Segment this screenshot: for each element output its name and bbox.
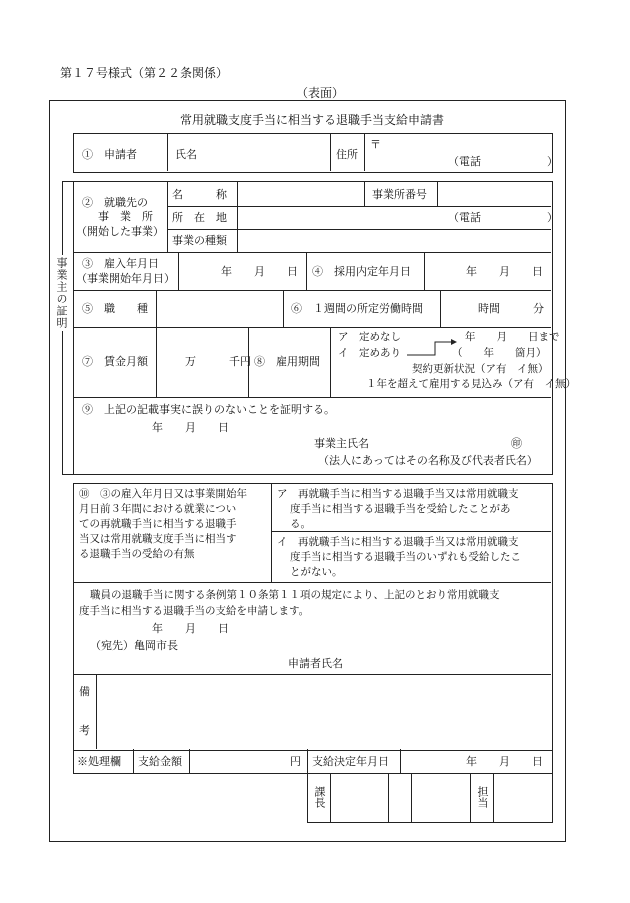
employment-period-label: ⑧ 雇用期間 (254, 355, 320, 368)
application-date[interactable]: 年 月 日 (152, 622, 229, 635)
workplace-location-label: 所 在 地 (172, 211, 227, 224)
office-number-field[interactable] (439, 183, 549, 204)
over-year-prospect[interactable]: １年を超えて雇用する見込み（ア有 イ無） (366, 378, 576, 390)
owner-name-label: 事業主氏名 (314, 437, 369, 450)
amount-field[interactable] (191, 751, 286, 771)
applicant-address-field[interactable] (385, 135, 545, 151)
application-text-2: 度手当に相当する退職手当の支給を申請します。 (79, 605, 310, 617)
form-number: 第１７号様式（第２２条関係） (60, 66, 229, 80)
hire-date-label-2: （事業開始年月日） (76, 272, 175, 285)
decision-date-value[interactable]: 年 月 日 (466, 755, 543, 768)
employer-cert-label: 事業主の証明 (55, 257, 68, 329)
receipt-label-4: 当又は常用就職支度手当に相当す (79, 533, 237, 545)
staff-stamp-box[interactable] (495, 775, 549, 820)
remarks-label-2: 考 (79, 724, 90, 737)
chief-stamp-box[interactable] (332, 775, 386, 820)
workplace-phone: （電話 ） (448, 211, 558, 224)
application-text-1: 職員の退職手当に関する条例第１０条第１１項の規定により、上記のとおり常用就職支 (90, 589, 500, 601)
applicant-address-label: 住所 (336, 148, 358, 161)
workplace-location-field[interactable] (239, 208, 439, 227)
staff-label: 担当 (476, 786, 489, 808)
remarks-field[interactable] (98, 676, 549, 747)
processing-label: ※処理欄 (77, 755, 121, 768)
receipt-label-5: る退職手当の受給の有無 (79, 548, 195, 560)
postal-mark: 〒 (370, 138, 381, 151)
period-end-date: 年 月 日まで (465, 331, 560, 343)
applicant-phone: （電話 ） (448, 155, 558, 168)
amount-label: 支給金額 (138, 755, 182, 768)
offer-date-value[interactable]: 年 月 日 (466, 265, 543, 278)
workplace-label-2: 事 業 所 (98, 210, 153, 223)
period-option-i[interactable]: イ 定めあり (338, 347, 401, 359)
workplace-label-1: ② 就職先の (82, 196, 148, 209)
side-label: （表面） (296, 86, 345, 100)
offer-date-label: ④ 採用内定年月日 (312, 265, 411, 278)
receipt-label-3: ての再就職手当に相当する退職手 (79, 518, 237, 530)
job-type-field[interactable] (158, 292, 281, 325)
receipt-label-2: 月日前３年間における就業につい (79, 503, 237, 515)
period-option-a[interactable]: ア 定めなし (338, 331, 401, 343)
wage-value[interactable]: 万 千円 (185, 355, 251, 368)
period-months: （ 年 箇月） (452, 347, 547, 359)
weekly-hours-label: ⑥ １週間の所定労働時間 (291, 302, 423, 315)
form-title: 常用就職支度手当に相当する退職手当支給申請書 (180, 113, 445, 127)
applicant-signature-label: 申請者氏名 (288, 657, 343, 670)
applicant-label: ① 申請者 (82, 148, 137, 161)
receipt-label-1: ⑩ ③の雇入年月日又は事業開始年 (79, 488, 247, 500)
workplace-name-label: 名 称 (172, 188, 227, 201)
period-arrow-icon (405, 337, 457, 357)
certification-date[interactable]: 年 月 日 (152, 421, 229, 434)
seal-mark: ㊞ (511, 437, 522, 450)
business-type-field[interactable] (239, 231, 549, 250)
hire-date-value[interactable]: 年 月 日 (221, 265, 298, 278)
applicant-signature-field[interactable] (352, 654, 542, 670)
wage-label: ⑦ 賃金月額 (82, 355, 148, 368)
weekly-hours-value[interactable]: 時間 分 (478, 302, 544, 315)
workplace-label-3: （開始した事業） (76, 225, 164, 238)
remarks-label-1: 備 (79, 685, 90, 698)
workplace-name-field[interactable] (239, 183, 362, 204)
contract-renewal-status[interactable]: 契約更新状況（ア有 イ無） (412, 363, 549, 375)
owner-name-field[interactable] (380, 434, 510, 450)
decision-date-label: 支給決定年月日 (312, 755, 389, 768)
chief-label: 課長 (313, 786, 326, 808)
job-type-label: ⑤ 職 種 (82, 302, 148, 315)
office-number-label: 事業所番号 (372, 188, 427, 201)
corporation-note: （法人にあってはその名称及び代表者氏名） (318, 454, 538, 467)
applicant-name-label: 氏名 (175, 148, 197, 161)
stamp-box[interactable] (413, 775, 468, 820)
certification-text: ⑨ 上記の記載事実に誤りのないことを証明する。 (82, 403, 335, 416)
addressee: （宛先）亀岡市長 (90, 639, 178, 652)
hire-date-label-1: ③ 雇入年月日 (82, 257, 159, 270)
applicant-name-field[interactable] (203, 135, 327, 169)
business-type-label: 事業の種類 (172, 234, 227, 247)
yen-unit: 円 (290, 755, 301, 768)
